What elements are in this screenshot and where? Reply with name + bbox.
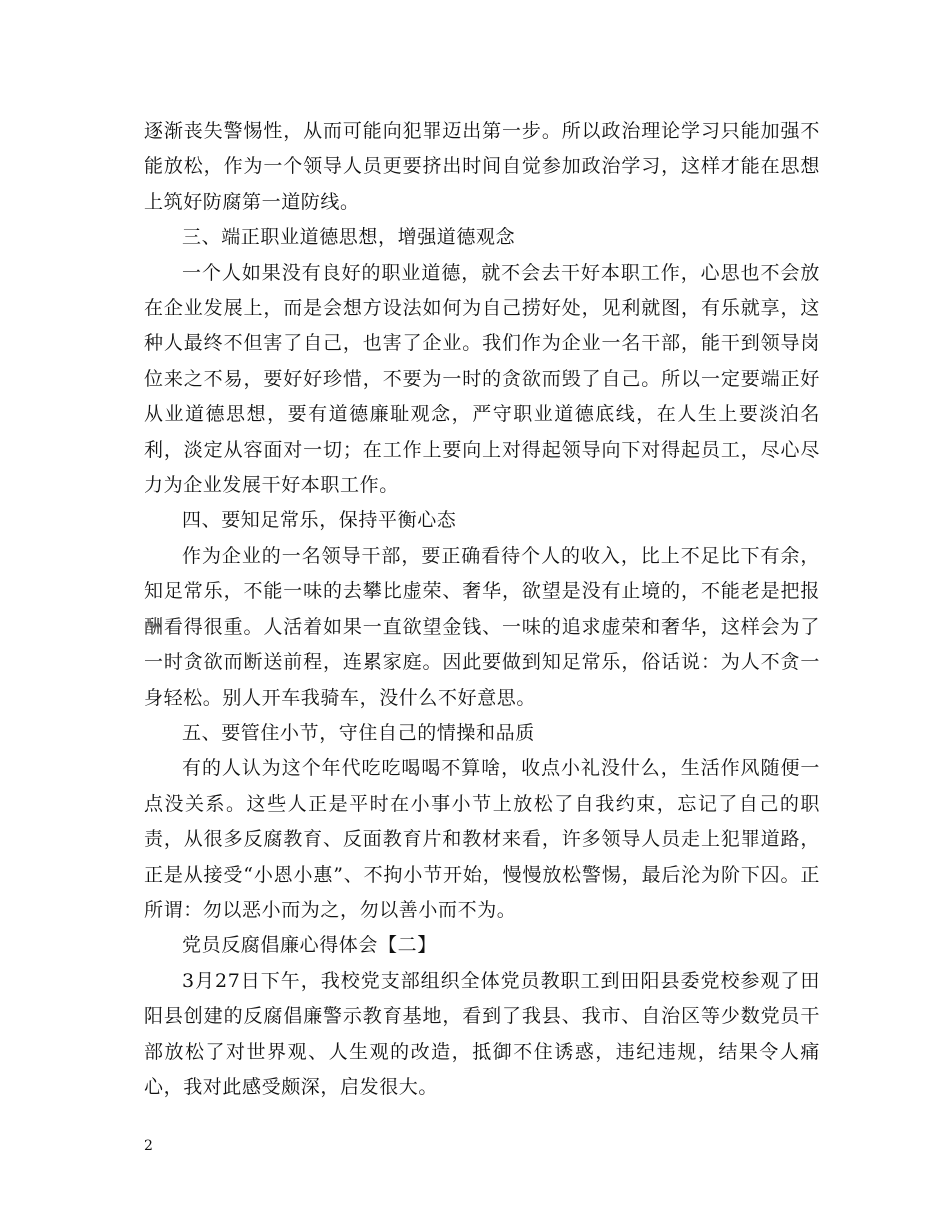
subtitle-part-two: 党员反腐倡廉心得体会【二】 xyxy=(182,934,437,957)
paragraph-small-details: 有的人认为这个年代吃吃喝喝不算啥，收点小礼没什么，生活作风随便一点没关系。这些人正是平时在小事小节上放松了自我约束，忘记了自己的职责，从很多反腐教育、反面教育片和教材来看，许多领导人员走上犯罪道路，正是从接受“小恩小惠”、不拘小节开始，慢慢放松警惕，最后沦为阶下囚。正所谓：勿以恶小而为之，勿以善小而不为。 xyxy=(144,757,820,921)
page-number: 2 xyxy=(144,1138,153,1154)
section-heading-3: 三、端正职业道德思想，增强道德观念 xyxy=(182,226,516,249)
section-heading-5: 五、要管住小节，守住自己的情操和品质 xyxy=(182,721,535,744)
document-body xyxy=(144,114,820,1105)
section-heading-4: 四、要知足常乐，保持平衡心态 xyxy=(182,509,457,532)
paragraph-contentment: 作为企业的一名领导干部，要正确看待个人的收入，比上不足比下有余，知足常乐，不能一味的去攀比虚荣、奢华，欲望是没有止境的，不能老是把报酬看得很重。人活着如果一直欲望金钱、一味的追求虚荣和奢华，这样会为了一时贪欲而断送前程，连累家庭。因此要做到知足常乐，俗话说：为人不贪一身轻松。别人开车我骑车，没什么不好意思。 xyxy=(144,544,820,709)
paragraph-continued-text: 逐渐丧失警惕性，从而可能向犯罪迈出第一步。所以政治理论学习只能加强不能放松，作为一个领导人员更要挤出时间自觉参加政治学习，这样才能在思想上筑好防腐第一道防线。 xyxy=(144,120,820,213)
paragraph-visit-report: 3月27日下午，我校党支部组织全体党员教职工到田阳县委党校参观了田阳县创建的反腐倡廉警示教育基地，看到了我县、我市、自治区等少数党员干部放松了对世界观、人生观的改造，抵御不住诱惑，违纪违规，结果令人痛心，我对此感受颇深，启发很大。 xyxy=(144,969,820,1098)
paragraph-professional-ethics: 一个人如果没有良好的职业道德，就不会去干好本职工作，心思也不会放在企业发展上，而是会想方设法如何为自己捞好处，见利就图，有乐就享，这种人最终不但害了自己，也害了企业。我们作为企业一名干部，能干到领导岗位来之不易，要好好珍惜，不要为一时的贪欲而毁了自己。所以一定要端正好从业道德思想，要有道德廉耻观念，严守职业道德底线，在人生上要淡泊名利，淡定从容面对一切；在工作上要向上对得起领导向下对得起员工，尽心尽力为企业发展干好本职工作。 xyxy=(144,261,820,497)
